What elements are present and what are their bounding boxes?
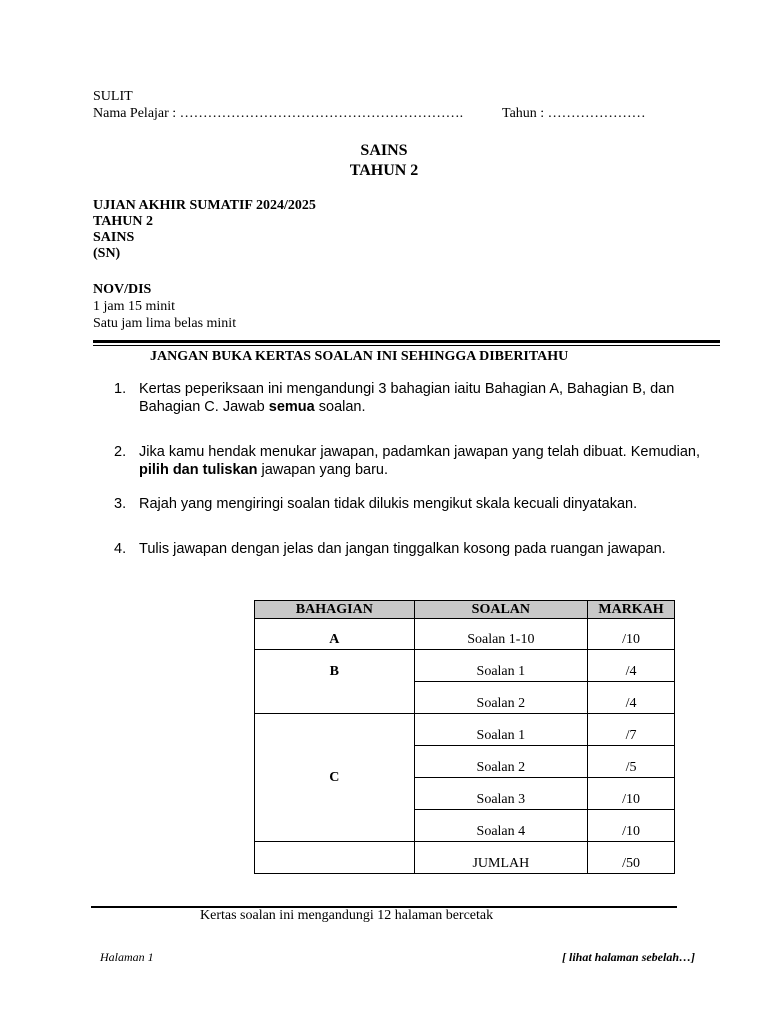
column-header-soalan: SOALAN <box>414 601 587 619</box>
student-year-field: Tahun : ………………… <box>502 106 646 121</box>
total-label-cell: JUMLAH <box>414 842 587 874</box>
marks-cell: /4 <box>588 650 675 682</box>
instruction-number: 4. <box>114 541 127 557</box>
exam-duration: 1 jam 15 minit <box>93 299 176 314</box>
divider-thick <box>93 340 720 343</box>
question-cell: Soalan 2 <box>414 682 587 714</box>
instruction-number: 3. <box>114 496 127 512</box>
warning-notice: JANGAN BUKA KERTAS SOALAN INI SEHINGGA DIBERITAHU <box>150 349 569 364</box>
marks-cell: /10 <box>588 810 675 842</box>
page-number: Halaman 1 <box>100 950 154 964</box>
subject-title: SAINS <box>360 142 408 159</box>
section-a-cell: A <box>255 619 415 650</box>
instruction-number: 2. <box>114 444 127 460</box>
column-header-markah: MARKAH <box>588 601 675 619</box>
next-page-note: [ lihat halaman sebelah…] <box>562 950 696 964</box>
instruction-item <box>114 443 704 479</box>
exam-time <box>93 281 236 332</box>
section-b-cell: B <box>255 650 415 714</box>
total-marks-cell: /50 <box>588 842 675 874</box>
table-row <box>255 619 675 650</box>
page-count-note: Kertas soalan ini mengandungi 12 halaman bercetak <box>200 908 494 923</box>
instruction-text: Jika kamu hendak menukar jawapan, padamkan jawapan yang telah dibuat. Kemudian, pilih dan tuliskan jawapan yang baru. <box>139 444 701 478</box>
exam-subject: SAINS <box>93 230 135 245</box>
instruction-item <box>114 540 704 558</box>
instruction-item <box>114 380 704 416</box>
question-cell: Soalan 4 <box>414 810 587 842</box>
question-cell: Soalan 2 <box>414 746 587 778</box>
divider-thin <box>93 345 720 346</box>
question-cell: Soalan 1 <box>414 650 587 682</box>
marks-cell: /7 <box>588 714 675 746</box>
question-cell: Soalan 1 <box>414 714 587 746</box>
instruction-text: Rajah yang mengiringi soalan tidak dilukis mengikut skala kecuali dinyatakan. <box>139 496 638 512</box>
exam-code: (SN) <box>93 246 121 261</box>
exam-duration-words: Satu jam lima belas minit <box>93 316 237 331</box>
table-row <box>255 650 675 682</box>
marks-table <box>254 600 675 874</box>
marks-cell: /10 <box>588 778 675 810</box>
student-name-field: Nama Pelajar : ……………………………………………………. <box>93 106 464 121</box>
section-c-cell: C <box>255 714 415 842</box>
exam-year: TAHUN 2 <box>93 214 154 229</box>
table-row <box>255 714 675 746</box>
instruction-text: Tulis jawapan dengan jelas dan jangan tinggalkan kosong pada ruangan jawapan. <box>139 541 666 557</box>
question-cell: Soalan 1-10 <box>414 619 587 650</box>
column-header-bahagian: BAHAGIAN <box>255 601 415 619</box>
instruction-item <box>114 495 704 513</box>
exam-name: UJIAN AKHIR SUMATIF 2024/2025 <box>93 198 316 213</box>
table-header-row <box>255 601 675 619</box>
page-title <box>0 141 768 181</box>
marks-cell: /10 <box>588 619 675 650</box>
classification-label: SULIT <box>93 89 133 104</box>
year-title: TAHUN 2 <box>349 162 419 179</box>
table-total-row <box>255 842 675 874</box>
empty-cell <box>255 842 415 874</box>
exam-month: NOV/DIS <box>93 282 152 297</box>
instruction-text: Kertas peperiksaan ini mengandungi 3 bahagian iaitu Bahagian A, Bahagian B, dan Bahagian C. Jawab semua soalan. <box>139 381 675 415</box>
marks-cell: /4 <box>588 682 675 714</box>
question-cell: Soalan 3 <box>414 778 587 810</box>
marks-cell: /5 <box>588 746 675 778</box>
exam-info <box>93 198 316 262</box>
instruction-number: 1. <box>114 381 127 397</box>
